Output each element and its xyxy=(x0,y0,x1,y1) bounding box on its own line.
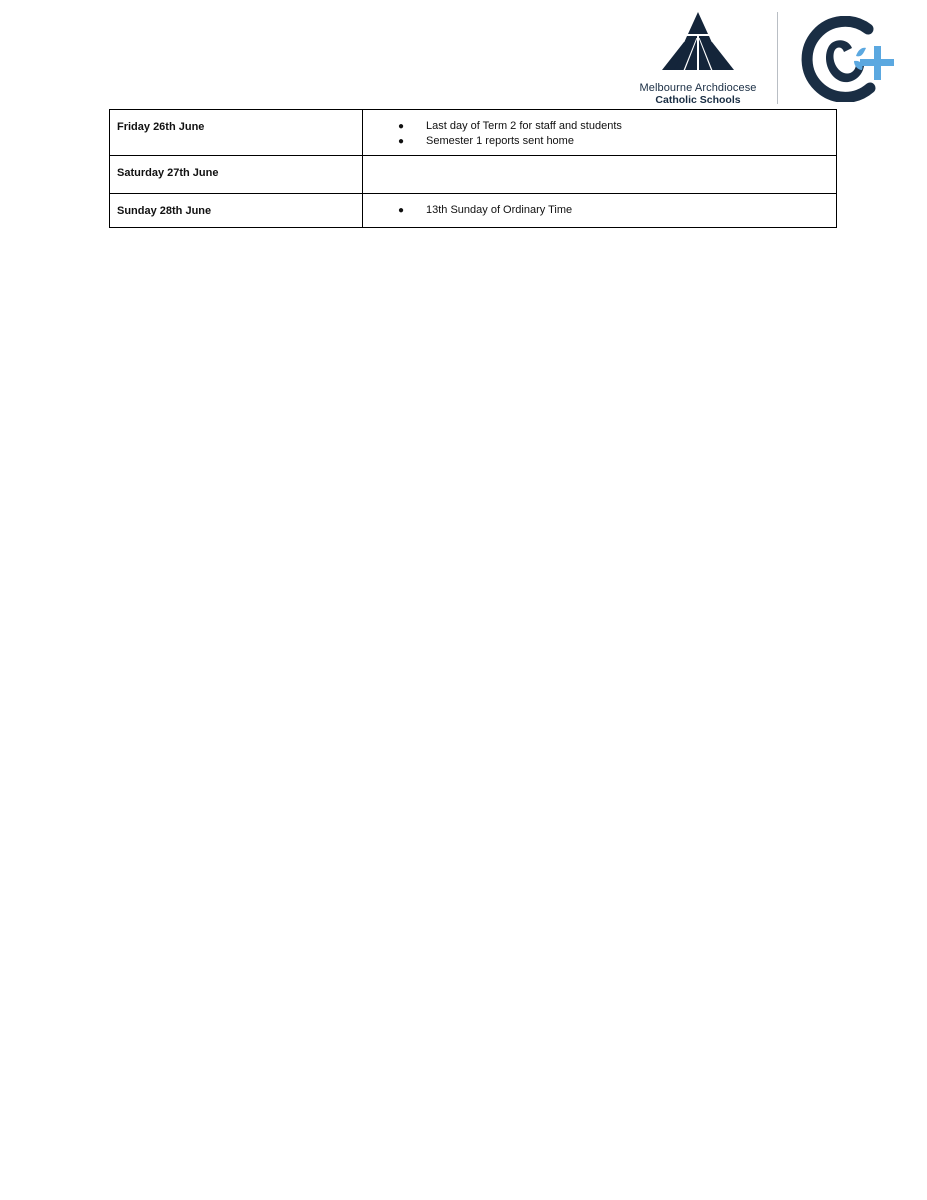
list-item xyxy=(363,134,828,149)
events-cell xyxy=(363,156,837,194)
event-text: Last day of Term 2 for staff and students xyxy=(426,120,622,132)
day-cell: Saturday 27th June xyxy=(110,156,363,194)
event-list xyxy=(363,203,828,218)
day-cell: Friday 26th June xyxy=(110,110,363,156)
macs-logo xyxy=(630,8,766,108)
day-cell: Sunday 28th June xyxy=(110,194,363,228)
org-name-line2: Catholic Schools xyxy=(655,94,741,106)
bullet-icon: ● xyxy=(398,121,405,132)
org-name-line1: Melbourne Archdiocese xyxy=(639,82,757,94)
table-row xyxy=(110,110,837,156)
header-logos xyxy=(630,8,910,108)
bullet-icon: ● xyxy=(398,205,405,216)
macs-mark-icon xyxy=(660,12,736,74)
bullet-icon: ● xyxy=(398,136,405,147)
event-text: 13th Sunday of Ordinary Time xyxy=(426,204,573,216)
table-row xyxy=(110,194,837,228)
list-item xyxy=(363,203,828,218)
events-cell xyxy=(363,110,837,156)
school-emblem-icon xyxy=(798,16,898,102)
list-item xyxy=(363,119,828,134)
event-text: Semester 1 reports sent home xyxy=(426,135,574,147)
logo-divider xyxy=(777,12,778,104)
events-cell xyxy=(363,194,837,228)
event-list xyxy=(363,119,828,149)
table-row xyxy=(110,156,837,194)
schedule-table xyxy=(109,109,837,228)
